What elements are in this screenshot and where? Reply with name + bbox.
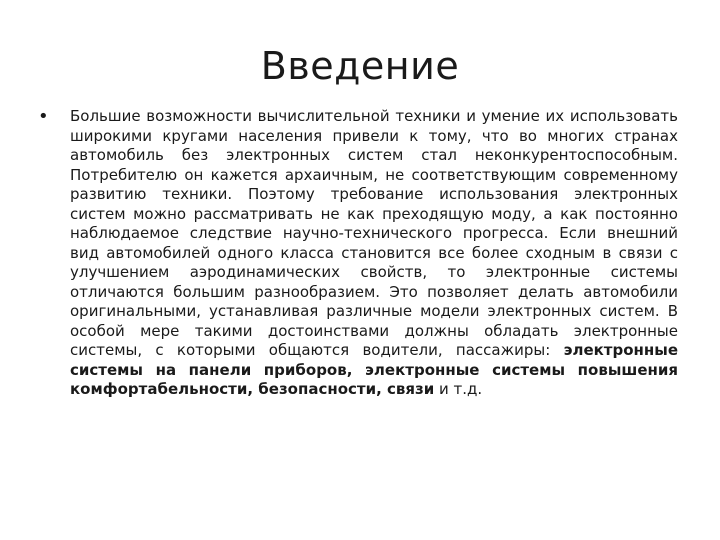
paragraph-text: Большие возможности вычислительной техники и умение их использовать широкими кругами населения привели к тому, что во многих странах автомобиль без электронных систем стал неконкурентоспособным. Потребителю он кажется архаичным, не соответствующим современному развитию техники. Поэтому требование использования электронных систем можно рассматривать не как преходящую моду, а как постоянно наблюдаемое следствие научно-технического прогресса. Если внешний вид автомобилей одного класса становится все более сходным в связи с улучшением аэродинамических свойств, то электронные системы отличаются большим разнообразием. Это позволяет делать автомобили оригинальными, устанавливая различные модели электронных систем. В особой мере такими достоинствами должны обладать электронные системы, с которыми общаются водители, пассажиры: xyxy=(70,107,678,359)
paragraph-tail-text: и т.д. xyxy=(434,380,483,398)
bullet-icon: • xyxy=(38,106,49,127)
body-paragraph xyxy=(70,107,678,400)
slide-title: Введение xyxy=(260,44,460,88)
slide-body xyxy=(36,107,678,400)
bullet-item xyxy=(36,107,678,400)
paragraph-bold-text: электронные системы на панели приборов, электронные системы повышения комфортабельности, безопасности, связи xyxy=(70,341,678,398)
